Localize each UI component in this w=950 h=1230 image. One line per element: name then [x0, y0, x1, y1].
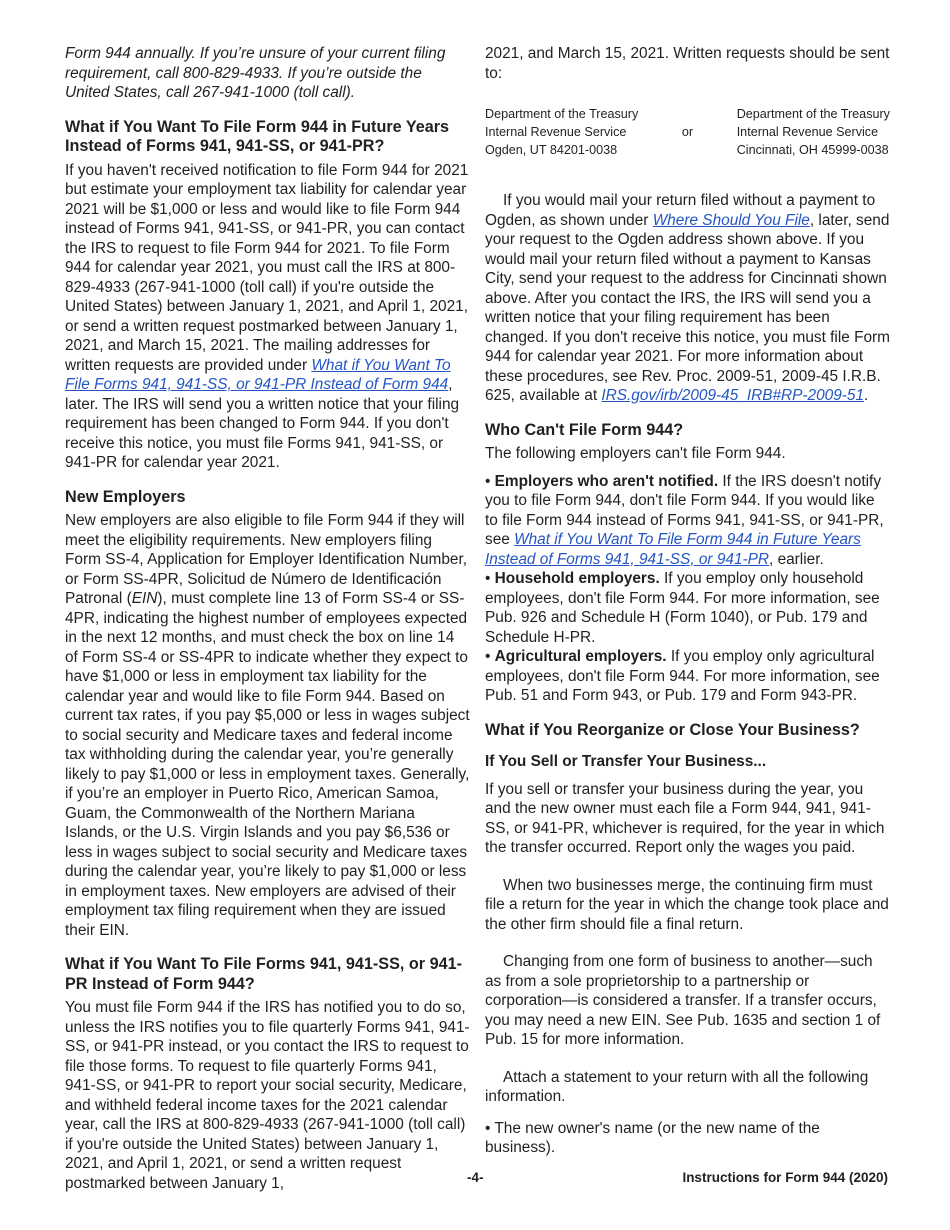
paragraph: [485, 1068, 890, 1107]
paragraph: [485, 444, 890, 464]
text-run: If you would mail your return filed without a payment to Ogden, as shown under: [485, 192, 876, 229]
text-run: What if You Want To File Forms 941, 941-SS, or 941-PR Instead of Form 944?: [65, 955, 462, 993]
text-run: If You Sell or Transfer Your Business...: [485, 753, 767, 770]
cross-reference-link[interactable]: What if You Want To File Forms 941, 941-SS, or 941-PR Instead of Form 944: [65, 356, 451, 393]
cross-reference-link[interactable]: Where Should You File: [652, 211, 810, 229]
text-run: If you sell or transfer your business during the year, you and the new owner must each file a Form 944, 941, 941-SS, or 941-PR, whichever is required, for the year in which the transfer occurred. Report only the wages you paid.: [485, 780, 885, 856]
bullet-item: [485, 569, 890, 647]
text-run: If the IRS doesn't notify you to file Form 944, don't file Form 944. If you would like to file Form 944 instead of Forms 941, 941-SS, or 941-PR, see: [485, 472, 884, 548]
paragraph: [65, 161, 470, 473]
text-run: , earlier.: [769, 550, 824, 568]
cross-reference-link[interactable]: IRS.gov/irb/2009-45_IRB#RP-2009-51: [601, 387, 865, 404]
address-line: Department of the Treasury: [736, 107, 890, 121]
section-heading: [65, 488, 470, 508]
text-run: Changing from one form of business to another—such as from a sole proprietorship to a partnership or corporation—is considered a transfer. If a transfer occurs, you may need a new EIN. See Pub. 1635 and section 1 of Pub. 15 for more information.: [485, 953, 881, 1048]
paragraph: [485, 952, 890, 1050]
text-run: What if You Reorganize or Close Your Business?: [485, 720, 860, 739]
text-run: New Employers: [65, 487, 186, 506]
bullet-item: [485, 1119, 890, 1158]
paragraph: [65, 511, 470, 940]
text-run: If you employ only agricultural employees, don't file Form 944. For more information, see Pub. 51 and Form 943, or Pub. 179 and Form 943-PR.: [485, 648, 880, 704]
text-run: New employers are also eligible to file Form 944 if they will meet the eligibility requirements. New employers filing Form SS-4, Application for Employer Identification Number, or Form SS-4PR, Solicitud de Número de Identificación Patronal (: [65, 512, 468, 607]
right-column: [485, 44, 890, 1166]
bold-lead-in: Household employers.: [494, 570, 660, 587]
address-line: Internal Revenue Service: [485, 125, 627, 139]
section-heading: [65, 955, 470, 994]
cross-reference-link[interactable]: What if You Want To File Form 944 in Future Years Instead of Forms 941, 941-SS, or 941-PR: [485, 531, 861, 568]
paragraph: [485, 44, 890, 83]
left-column: [65, 44, 470, 1201]
paragraph: [485, 876, 890, 935]
text-run: The following employers can't file Form 944.: [485, 445, 786, 462]
bold-lead-in: Agricultural employers.: [494, 648, 667, 665]
address-line: Ogden, UT 84201-0038: [485, 143, 618, 157]
ogden-address: [485, 105, 638, 159]
paragraph: [485, 191, 890, 406]
bullet-item: [485, 472, 890, 570]
text-run: Who Can't File Form 944?: [485, 420, 684, 439]
text-run: • The new owner's name (or the new name of the business).: [485, 1119, 820, 1156]
text-run: , later. The IRS will send you a written notice that your filing requirement has been changed to Form 944. If you don't receive this notice, you must file Forms 941, 941-SS, or 941-PR for calendar year 2021.: [65, 376, 460, 471]
text-run: , later, send your request to the Ogden address shown above. If you would mail your return filed without a payment to Kansas City, send your request to the address for Cincinnati shown above. After you contact the IRS, the IRS will send you a written notice that your filing requirement has been changed. If you don't receive this notice, you must file Form 944 for calendar year 2021. For more information about these procedures, see Rev. Proc. 2009-51, 2009-45 I.R.B. 625, available at: [485, 211, 891, 404]
text-run: What if You Want To File Form 944 in Future Years Instead of Forms 941, 941-SS, or 941-PR?: [65, 117, 450, 155]
or-separator: or: [681, 125, 694, 139]
footer-title: Instructions for Form 944 (2020): [682, 1170, 888, 1185]
section-heading: [485, 421, 890, 441]
text-run: If you employ only household employees, don't file Form 944. For more information, see Pub. 926 and Schedule H (Form 1040), or Pub. 179 and Schedule H-PR.: [485, 570, 880, 646]
bold-lead-in: Employers who aren't notified.: [494, 472, 719, 490]
paragraph: [485, 780, 890, 858]
cincinnati-address: [737, 105, 890, 159]
page-number: -4-: [467, 1170, 484, 1185]
section-heading: [485, 721, 890, 741]
text-run: •: [485, 648, 495, 665]
section-heading: [485, 752, 890, 772]
text-run: •: [485, 472, 495, 490]
text-run: When two businesses merge, the continuing firm must file a return for the year in which the change took place and the other firm should file a final return.: [485, 876, 889, 933]
address-line: Internal Revenue Service: [736, 125, 879, 139]
mailing-addresses: [485, 105, 890, 159]
text-run: .: [864, 387, 869, 404]
text-run: If you haven't received notification to file Form 944 for 2021 but estimate your employment tax liability for calendar year 2021 will be $1,000 or less and would like to file Form 944 instead of Forms 941, 941-SS, or 941-PR, you can contact the IRS to request to file Form 944 for 2021. To file Form 944 for calendar year 2021, you must call the IRS at 800-829-4933 (267-941-1000 (toll call) if you're outside the United States) between January 1, 2021, and April 1, 2021, or send a written request postmarked between January 1, 2021, and March 15, 2021. The mailing addresses for written requests are provided under: [65, 161, 469, 374]
address-line: Department of the Treasury: [485, 107, 639, 121]
text-run: Attach a statement to your return with all the following information.: [485, 1068, 869, 1105]
address-line: Cincinnati, OH 45999-0038: [736, 143, 889, 157]
text-run: EIN: [131, 590, 158, 607]
text-run: 2021, and March 15, 2021. Written requests should be sent to:: [485, 45, 890, 82]
text-run: ), must complete line 13 of Form SS-4 or SS-4PR, indicating the highest number of employees expected in the next 12 months, and must check the box on line 14 of Form SS-4 or SS-4PR to indicate whether they expect to have $1,000 or less in employment tax liability for the calendar year and would like to file Form 944. Based on current tax rates, if you pay $5,000 or less in wages subject to social security and Medicare taxes and federal income tax withholding during the calendar year, you’re generally likely to pay $1,000 or less in employment taxes. Generally, if you’re an employer in Puerto Rico, American Samoa, Guam, the Commonwealth of the Northern Mariana Islands, or the U.S. Virgin Islands and you pay $6,536 or less in wages subject to social security and Medicare taxes during the calendar year, you’re likely to pay $1,000 or less in employment taxes. New employers are advised of their employment tax filing requirement when they are issued their EIN.: [65, 590, 470, 939]
paragraph: [65, 44, 470, 103]
paragraph: [65, 998, 470, 1193]
section-heading: [65, 118, 470, 157]
text-run: •: [485, 570, 495, 587]
text-run: You must file Form 944 if the IRS has notified you to do so, unless the IRS notifies you to file quarterly Forms 941, 941-SS, or 941-PR instead, or you contact the IRS to request to file those forms. To request to file quarterly Forms 941, 941-SS, or 941-PR to report your social security, Medicare, and withheld federal income taxes for the 2021 calendar year, call the IRS at 800-829-4933 (267-941-1000 (toll call) if you're outside the United States) between January 1, 2021, and April 1, 2021, or send a written request postmarked between January 1,: [65, 999, 470, 1192]
text-run: Form 944 annually. If you’re unsure of your current filing requirement, call 800-829-4933. If you’re outside the United States, call 267-941-1000 (toll call).: [65, 45, 446, 101]
bullet-item: [485, 647, 890, 706]
